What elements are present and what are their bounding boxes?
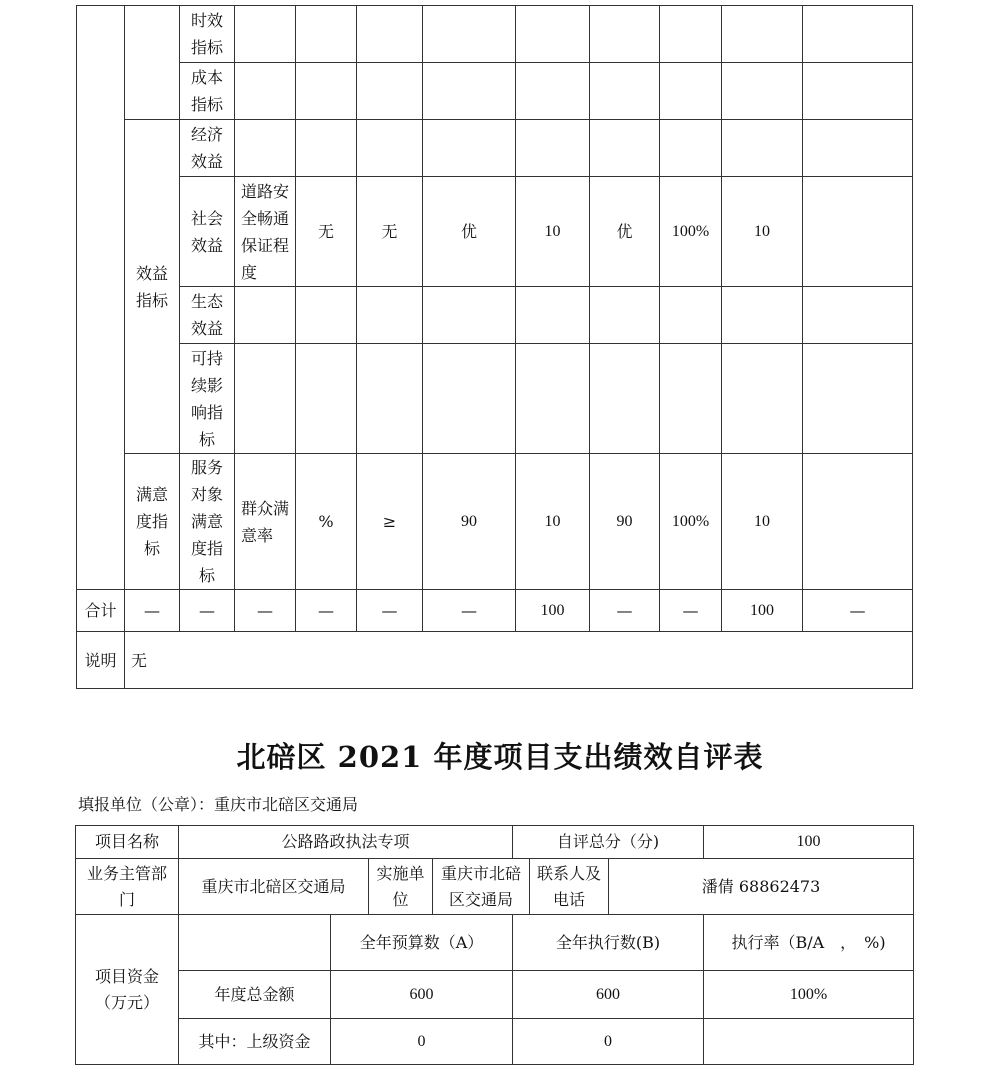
satisfaction-cell-5: 90 [590,454,660,590]
contact-label: 联系人及电话 [530,859,609,915]
ecological-benefit-label: 生态效益 [180,287,235,344]
satisfaction-cell-8 [803,454,913,590]
social-cell-7: 10 [722,177,803,287]
satisfaction-indicator-name: 群众满意率 [235,454,296,590]
social-cell-5: 优 [590,177,660,287]
project-funds-label: 项目资金（万元） [76,915,179,1065]
budget-header: 全年预算数（A） [331,915,513,971]
social-cell-8 [803,177,913,287]
sustainable-impact-label: 可持续影响指标 [180,344,235,454]
economic-benefit-label: 经济效益 [180,120,235,177]
total-cell: — [357,590,423,632]
self-score-label: 自评总分（分) [513,826,704,859]
execution-header: 全年执行数(B) [513,915,704,971]
social-benefit-label: 社会效益 [180,177,235,287]
total-cell: — [590,590,660,632]
annual-execution-value: 600 [513,971,704,1019]
superior-funds-label: 其中：上级资金 [179,1019,331,1065]
total-cell: — [423,590,516,632]
social-cell-1: 无 [296,177,357,287]
note-label: 说明 [77,632,125,689]
project-name-value: 公路路政执法专项 [179,826,513,859]
note-value: 无 [125,632,913,689]
social-cell-6: 100% [660,177,722,287]
annual-total-label: 年度总金额 [179,971,331,1019]
self-score-value: 100 [704,826,914,859]
cost-indicator-label: 成本指标 [180,63,235,120]
satisfaction-cell-4: 10 [516,454,590,590]
total-cell: — [296,590,357,632]
social-cell-2: 无 [357,177,423,287]
social-indicator-name: 道路安全畅通保证程度 [235,177,296,287]
superior-rate-value [704,1019,914,1065]
department-value: 重庆市北碚区交通局 [179,859,369,915]
satisfaction-cell-1: % [296,454,357,590]
blank-subcategory-cell [125,6,180,120]
project-name-label: 项目名称 [76,826,179,859]
implementing-unit-value: 重庆市北碚区交通局 [433,859,530,915]
superior-execution-value: 0 [513,1019,704,1065]
social-cell-4: 10 [516,177,590,287]
blank-category-cell [77,6,125,590]
fill-unit: 填报单位（公章）：重庆市北碚区交通局 [78,795,359,814]
total-label: 合计 [77,590,125,632]
satisfaction-category-label: 满意度指标 [125,454,180,590]
implementing-unit-label: 实施单位 [369,859,433,915]
satisfaction-cell-3: 90 [423,454,516,590]
total-cell: 100 [722,590,803,632]
social-cell-3: 优 [423,177,516,287]
contact-value: 潘倩 68862473 [609,859,914,915]
annual-rate-value: 100% [704,971,914,1019]
benefit-category-label: 效益指标 [125,120,180,454]
total-cell: — [660,590,722,632]
project-summary-table [75,825,914,1065]
total-cell: — [803,590,913,632]
page-title: 北碚区 2021 年度项目支出绩效自评表 [236,740,764,774]
annual-budget-value: 600 [331,971,513,1019]
time-indicator-label: 时效指标 [180,6,235,63]
department-label: 业务主管部门 [76,859,179,915]
satisfaction-cell-2: ≥ [357,454,423,590]
satisfaction-cell-6: 100% [660,454,722,590]
performance-indicator-table [76,5,913,689]
satisfaction-cell-7: 10 [722,454,803,590]
execution-rate-header: 执行率（B/A ， %) [704,915,914,971]
superior-budget-value: 0 [331,1019,513,1065]
total-cell: — [125,590,180,632]
total-cell: — [235,590,296,632]
total-cell: — [180,590,235,632]
total-cell: 100 [516,590,590,632]
service-target-label: 服务对象满意度指标 [180,454,235,590]
